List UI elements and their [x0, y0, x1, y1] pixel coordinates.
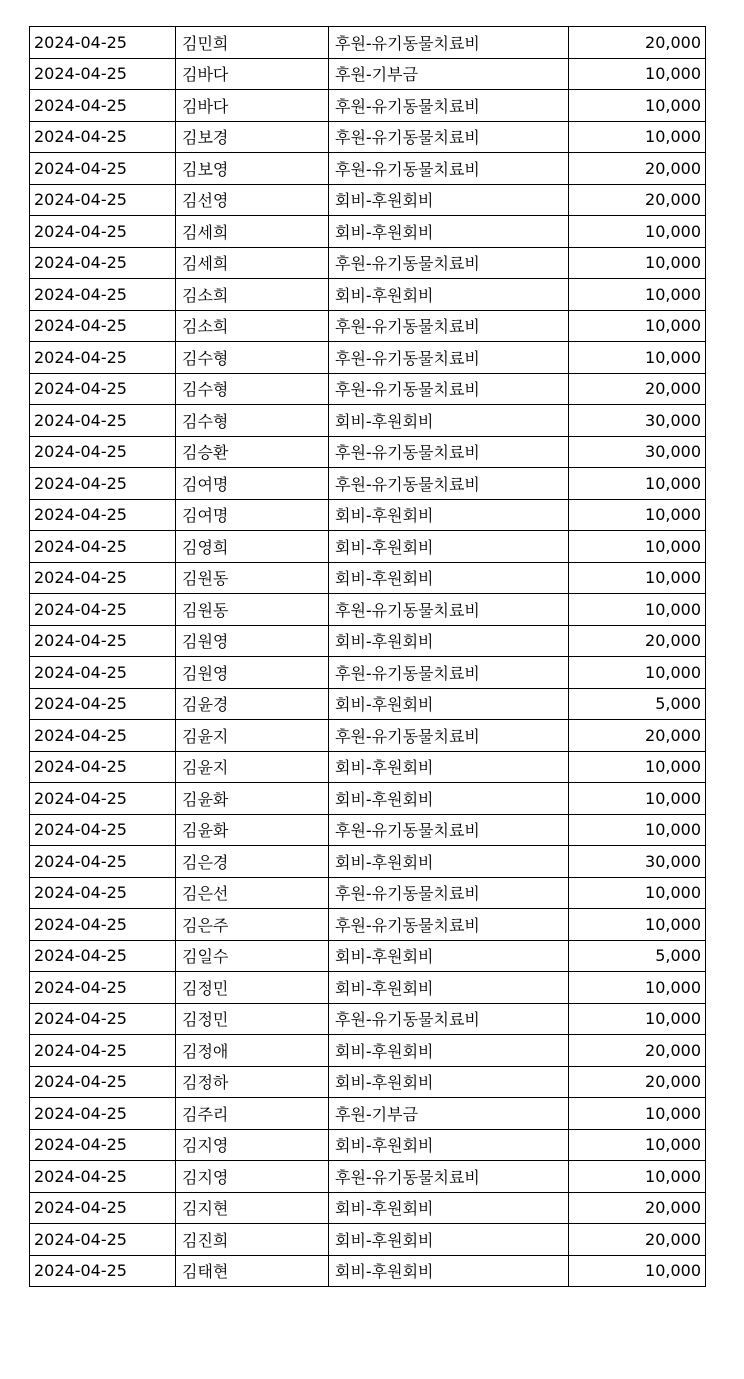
donor-name-cell: 김수형 [176, 373, 329, 405]
category-cell: 후원-유기동물치료비 [329, 1161, 569, 1193]
ledger-body [30, 27, 706, 1287]
table-row [30, 499, 706, 531]
table-row [30, 625, 706, 657]
date-cell: 2024-04-25 [30, 688, 176, 720]
category-cell: 회비-후원회비 [329, 1224, 569, 1256]
amount-cell: 20,000 [569, 720, 706, 752]
donor-name-cell: 김윤화 [176, 814, 329, 846]
table-row [30, 594, 706, 626]
date-cell: 2024-04-25 [30, 342, 176, 374]
amount-cell: 20,000 [569, 1066, 706, 1098]
amount-cell: 10,000 [569, 216, 706, 248]
category-cell: 회비-후원회비 [329, 184, 569, 216]
category-cell: 후원-유기동물치료비 [329, 247, 569, 279]
donor-name-cell: 김은경 [176, 846, 329, 878]
table-row [30, 342, 706, 374]
date-cell: 2024-04-25 [30, 279, 176, 311]
category-cell: 회비-후원회비 [329, 783, 569, 815]
table-row [30, 846, 706, 878]
amount-cell: 5,000 [569, 688, 706, 720]
donor-name-cell: 김원동 [176, 562, 329, 594]
category-cell: 후원-유기동물치료비 [329, 594, 569, 626]
donor-name-cell: 김여명 [176, 468, 329, 500]
donor-name-cell: 김정애 [176, 1035, 329, 1067]
category-cell: 회비-후원회비 [329, 562, 569, 594]
donor-name-cell: 김세희 [176, 247, 329, 279]
category-cell: 회비-후원회비 [329, 531, 569, 563]
date-cell: 2024-04-25 [30, 1161, 176, 1193]
table-row [30, 373, 706, 405]
date-cell: 2024-04-25 [30, 405, 176, 437]
amount-cell: 10,000 [569, 1255, 706, 1287]
amount-cell: 10,000 [569, 909, 706, 941]
table-row [30, 184, 706, 216]
table-row [30, 972, 706, 1004]
date-cell: 2024-04-25 [30, 625, 176, 657]
category-cell: 회비-후원회비 [329, 405, 569, 437]
date-cell: 2024-04-25 [30, 972, 176, 1004]
donation-ledger-table [29, 26, 706, 1287]
amount-cell: 20,000 [569, 1035, 706, 1067]
donor-name-cell: 김여명 [176, 499, 329, 531]
table-row [30, 247, 706, 279]
date-cell: 2024-04-25 [30, 783, 176, 815]
amount-cell: 10,000 [569, 1003, 706, 1035]
donor-name-cell: 김보영 [176, 153, 329, 185]
donor-name-cell: 김정민 [176, 1003, 329, 1035]
category-cell: 후원-유기동물치료비 [329, 1003, 569, 1035]
amount-cell: 10,000 [569, 1129, 706, 1161]
date-cell: 2024-04-25 [30, 1192, 176, 1224]
amount-cell: 10,000 [569, 468, 706, 500]
date-cell: 2024-04-25 [30, 846, 176, 878]
category-cell: 회비-후원회비 [329, 846, 569, 878]
table-row [30, 1224, 706, 1256]
table-row [30, 562, 706, 594]
amount-cell: 10,000 [569, 121, 706, 153]
amount-cell: 30,000 [569, 846, 706, 878]
date-cell: 2024-04-25 [30, 310, 176, 342]
donor-name-cell: 김원영 [176, 657, 329, 689]
category-cell: 후원-유기동물치료비 [329, 436, 569, 468]
table-row [30, 468, 706, 500]
amount-cell: 10,000 [569, 531, 706, 563]
table-row [30, 814, 706, 846]
category-cell: 회비-후원회비 [329, 1192, 569, 1224]
amount-cell: 20,000 [569, 1224, 706, 1256]
table-row [30, 783, 706, 815]
donor-name-cell: 김지영 [176, 1129, 329, 1161]
amount-cell: 10,000 [569, 1098, 706, 1130]
amount-cell: 10,000 [569, 58, 706, 90]
table-row [30, 1003, 706, 1035]
category-cell: 후원-유기동물치료비 [329, 814, 569, 846]
donor-name-cell: 김은주 [176, 909, 329, 941]
date-cell: 2024-04-25 [30, 720, 176, 752]
donor-name-cell: 김바다 [176, 58, 329, 90]
table-row [30, 58, 706, 90]
category-cell: 회비-후원회비 [329, 279, 569, 311]
date-cell: 2024-04-25 [30, 58, 176, 90]
table-row [30, 720, 706, 752]
date-cell: 2024-04-25 [30, 814, 176, 846]
table-row [30, 310, 706, 342]
donor-name-cell: 김일수 [176, 940, 329, 972]
category-cell: 후원-유기동물치료비 [329, 909, 569, 941]
amount-cell: 20,000 [569, 27, 706, 59]
table-row [30, 279, 706, 311]
table-row [30, 1161, 706, 1193]
donor-name-cell: 김지현 [176, 1192, 329, 1224]
amount-cell: 10,000 [569, 247, 706, 279]
category-cell: 회비-후원회비 [329, 1035, 569, 1067]
table-row [30, 657, 706, 689]
donor-name-cell: 김진희 [176, 1224, 329, 1256]
table-row [30, 1098, 706, 1130]
table-row [30, 688, 706, 720]
category-cell: 후원-유기동물치료비 [329, 153, 569, 185]
table-row [30, 531, 706, 563]
category-cell: 회비-후원회비 [329, 499, 569, 531]
date-cell: 2024-04-25 [30, 216, 176, 248]
donor-name-cell: 김윤화 [176, 783, 329, 815]
date-cell: 2024-04-25 [30, 751, 176, 783]
table-row [30, 1066, 706, 1098]
category-cell: 후원-기부금 [329, 58, 569, 90]
amount-cell: 10,000 [569, 562, 706, 594]
category-cell: 후원-유기동물치료비 [329, 373, 569, 405]
donor-name-cell: 김원영 [176, 625, 329, 657]
table-row [30, 153, 706, 185]
amount-cell: 30,000 [569, 436, 706, 468]
date-cell: 2024-04-25 [30, 909, 176, 941]
date-cell: 2024-04-25 [30, 184, 176, 216]
table-row [30, 216, 706, 248]
donor-name-cell: 김승환 [176, 436, 329, 468]
date-cell: 2024-04-25 [30, 247, 176, 279]
date-cell: 2024-04-25 [30, 1003, 176, 1035]
date-cell: 2024-04-25 [30, 877, 176, 909]
date-cell: 2024-04-25 [30, 499, 176, 531]
amount-cell: 20,000 [569, 1192, 706, 1224]
amount-cell: 10,000 [569, 783, 706, 815]
amount-cell: 10,000 [569, 972, 706, 1004]
table-row [30, 405, 706, 437]
date-cell: 2024-04-25 [30, 90, 176, 122]
category-cell: 회비-후원회비 [329, 1129, 569, 1161]
table-row [30, 90, 706, 122]
amount-cell: 20,000 [569, 373, 706, 405]
donor-name-cell: 김지영 [176, 1161, 329, 1193]
date-cell: 2024-04-25 [30, 1066, 176, 1098]
donor-name-cell: 김보경 [176, 121, 329, 153]
donor-name-cell: 김수형 [176, 405, 329, 437]
table-row [30, 27, 706, 59]
table-row [30, 909, 706, 941]
category-cell: 회비-후원회비 [329, 625, 569, 657]
donor-name-cell: 김윤지 [176, 720, 329, 752]
category-cell: 후원-유기동물치료비 [329, 342, 569, 374]
category-cell: 회비-후원회비 [329, 940, 569, 972]
donor-name-cell: 김영희 [176, 531, 329, 563]
amount-cell: 10,000 [569, 594, 706, 626]
category-cell: 후원-기부금 [329, 1098, 569, 1130]
date-cell: 2024-04-25 [30, 121, 176, 153]
category-cell: 후원-유기동물치료비 [329, 90, 569, 122]
category-cell: 후원-유기동물치료비 [329, 121, 569, 153]
amount-cell: 30,000 [569, 405, 706, 437]
date-cell: 2024-04-25 [30, 1129, 176, 1161]
amount-cell: 20,000 [569, 625, 706, 657]
amount-cell: 10,000 [569, 90, 706, 122]
donor-name-cell: 김바다 [176, 90, 329, 122]
date-cell: 2024-04-25 [30, 940, 176, 972]
category-cell: 후원-유기동물치료비 [329, 468, 569, 500]
donor-name-cell: 김소희 [176, 279, 329, 311]
donor-name-cell: 김수형 [176, 342, 329, 374]
date-cell: 2024-04-25 [30, 1224, 176, 1256]
donor-name-cell: 김은선 [176, 877, 329, 909]
amount-cell: 10,000 [569, 814, 706, 846]
date-cell: 2024-04-25 [30, 153, 176, 185]
amount-cell: 20,000 [569, 153, 706, 185]
amount-cell: 10,000 [569, 657, 706, 689]
date-cell: 2024-04-25 [30, 594, 176, 626]
date-cell: 2024-04-25 [30, 1035, 176, 1067]
table-row [30, 1129, 706, 1161]
table-row [30, 751, 706, 783]
date-cell: 2024-04-25 [30, 373, 176, 405]
donor-name-cell: 김소희 [176, 310, 329, 342]
donor-name-cell: 김원동 [176, 594, 329, 626]
donor-name-cell: 김민희 [176, 27, 329, 59]
table-row [30, 1255, 706, 1287]
amount-cell: 5,000 [569, 940, 706, 972]
donor-name-cell: 김윤지 [176, 751, 329, 783]
category-cell: 후원-유기동물치료비 [329, 877, 569, 909]
category-cell: 회비-후원회비 [329, 972, 569, 1004]
table-row [30, 436, 706, 468]
category-cell: 회비-후원회비 [329, 216, 569, 248]
date-cell: 2024-04-25 [30, 27, 176, 59]
donor-name-cell: 김주리 [176, 1098, 329, 1130]
category-cell: 회비-후원회비 [329, 1255, 569, 1287]
date-cell: 2024-04-25 [30, 657, 176, 689]
category-cell: 후원-유기동물치료비 [329, 657, 569, 689]
table-row [30, 121, 706, 153]
date-cell: 2024-04-25 [30, 531, 176, 563]
donor-name-cell: 김태현 [176, 1255, 329, 1287]
date-cell: 2024-04-25 [30, 436, 176, 468]
amount-cell: 10,000 [569, 751, 706, 783]
amount-cell: 10,000 [569, 310, 706, 342]
date-cell: 2024-04-25 [30, 1255, 176, 1287]
category-cell: 회비-후원회비 [329, 1066, 569, 1098]
date-cell: 2024-04-25 [30, 1098, 176, 1130]
donor-name-cell: 김세희 [176, 216, 329, 248]
table-row [30, 940, 706, 972]
donor-name-cell: 김정민 [176, 972, 329, 1004]
date-cell: 2024-04-25 [30, 468, 176, 500]
donor-name-cell: 김윤경 [176, 688, 329, 720]
table-row [30, 1035, 706, 1067]
table-row [30, 877, 706, 909]
category-cell: 회비-후원회비 [329, 751, 569, 783]
amount-cell: 10,000 [569, 1161, 706, 1193]
category-cell: 후원-유기동물치료비 [329, 27, 569, 59]
amount-cell: 10,000 [569, 877, 706, 909]
amount-cell: 20,000 [569, 184, 706, 216]
amount-cell: 10,000 [569, 342, 706, 374]
table-row [30, 1192, 706, 1224]
donor-name-cell: 김선영 [176, 184, 329, 216]
date-cell: 2024-04-25 [30, 562, 176, 594]
category-cell: 후원-유기동물치료비 [329, 310, 569, 342]
category-cell: 회비-후원회비 [329, 688, 569, 720]
amount-cell: 10,000 [569, 279, 706, 311]
amount-cell: 10,000 [569, 499, 706, 531]
donor-name-cell: 김정하 [176, 1066, 329, 1098]
category-cell: 후원-유기동물치료비 [329, 720, 569, 752]
